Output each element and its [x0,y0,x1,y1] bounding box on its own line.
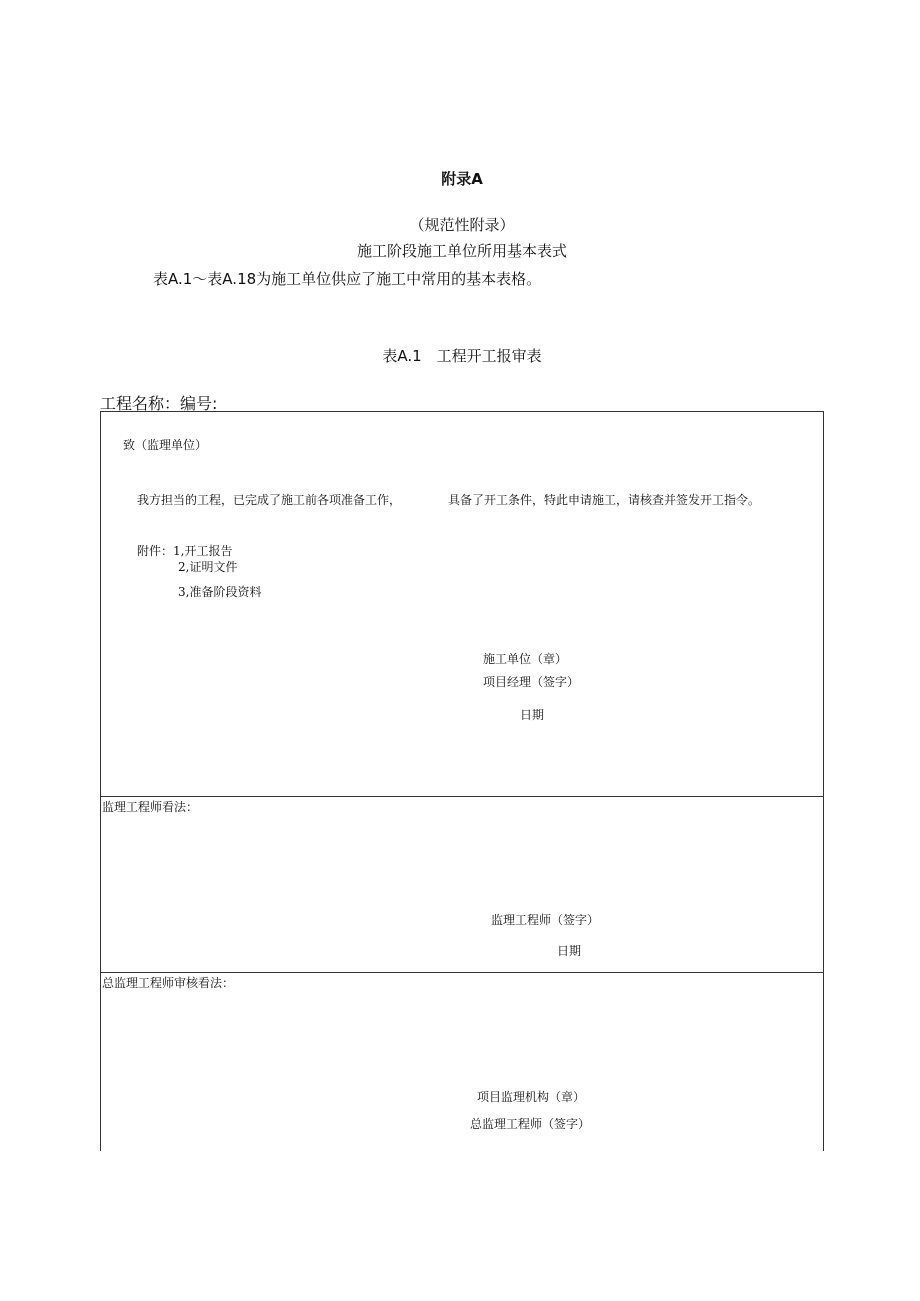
org-seal: 项目监理机构（章） [477,1090,586,1104]
statement-part2: 具备了开工条件，特此申请施工，请核查并签发开工指令。 [448,493,761,507]
application-section [101,412,823,797]
appendix-title: 附录A [441,170,483,188]
appendix-subtitle: 施工阶段施工单位所用基本表式 [356,242,568,260]
attachment-3: 3,准备阶段资料 [178,585,262,599]
application-date: 日期 [520,708,545,722]
intro-text: 表A.1〜表A.18为施工单位供应了施工中常用的基本表格。 [153,270,542,288]
supervisor-opinion-section [101,796,823,973]
chief-supervisor-review-section [101,972,823,1152]
supervisor-date: 日期 [557,944,582,958]
form-table [100,411,824,1151]
addressee: 致（监理单位） [123,438,208,452]
appendix-note: （规范性附录） [409,216,515,234]
supervisor-signature: 监理工程师（签字） [491,913,600,927]
attachment-2: 2,证明文件 [178,560,238,574]
pm-signature: 项目经理（签字） [483,675,580,689]
attachments-label: 附件：1,开工报告 [137,544,233,558]
project-name-line: 工程名称：编号: [100,394,218,413]
statement-part1: 我方担当的工程，已完成了施工前各项准备工作， [137,493,402,507]
contractor-seal: 施工单位（章） [483,652,568,666]
supervisor-opinion-label: 监理工程师看法： [102,800,199,814]
chief-signature: 总监理工程师（签字） [470,1117,591,1131]
table-title: 表A.1 工程开工报审表 [382,347,542,365]
chief-review-label: 总监理工程师审核看法： [102,976,235,990]
